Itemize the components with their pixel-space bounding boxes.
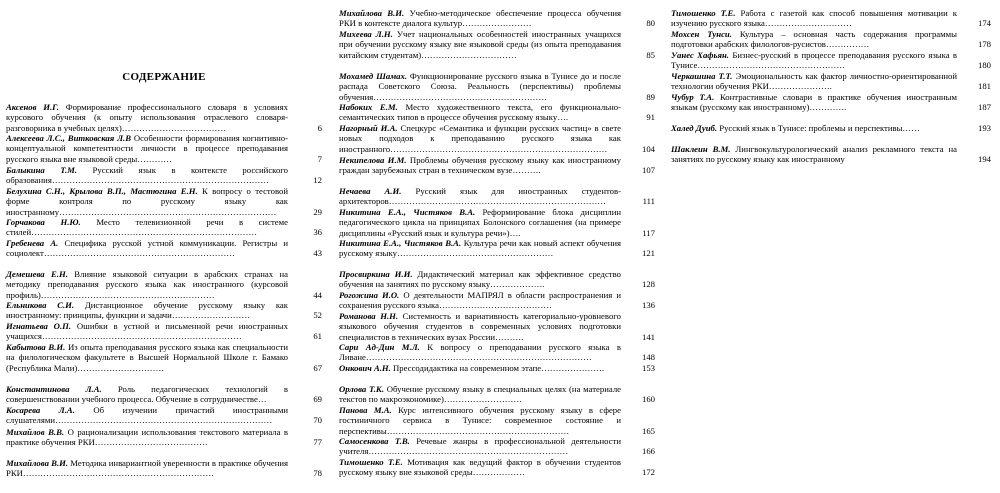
toc-entry <box>6 133 322 164</box>
toc-entry <box>6 300 322 321</box>
toc-entry-body <box>339 311 655 342</box>
toc-entry-body <box>671 123 991 133</box>
toc-entry-author: Никитина Е.А., Чистяков В.А. <box>339 207 476 217</box>
toc-entry-title: Место телевизионной речи в системе стилей…………………………………………………………………… <box>6 217 288 238</box>
toc-entry-page-number: 153 <box>641 363 655 373</box>
toc-entry-body <box>6 102 322 133</box>
toc-entry-body <box>671 92 991 113</box>
toc-entry-author: Михайлова В.И. <box>339 8 405 18</box>
toc-entry-title: О деятельности МАПРЯЛ в области распространения и сохранения русского языка………………………………… <box>339 290 621 311</box>
toc-entry-body <box>671 50 991 71</box>
toc-entry-title: Об изучении причастий иностранными слушателями………………………………………………………………… <box>6 405 289 426</box>
toc-entry-author: Нечаева А.И. <box>339 186 402 196</box>
toc-entry-author: Просвиркина И.И. <box>339 269 413 279</box>
toc-entry-body <box>339 29 655 60</box>
toc-entry-page-number: 194 <box>977 154 991 165</box>
toc-entry <box>6 458 322 479</box>
toc-entry-body <box>339 102 655 123</box>
toc-entry-author: Никитина Е.А., Чистяков В.А. <box>339 238 462 248</box>
toc-entry <box>6 384 322 405</box>
toc-entry-body <box>339 238 655 259</box>
toc-entry-author: Константинова Л.А. <box>6 384 102 394</box>
toc-entry-page-number: 181 <box>977 81 991 92</box>
toc-entry-title: Прессодидактика на современном этапе…………………. <box>393 363 605 373</box>
toc-entry-page-number: 107 <box>641 165 655 176</box>
toc-column-2 <box>339 0 655 493</box>
toc-entry-title: Роль педагогических технологий в совершенствовании учебного процесса. Обучение в сотрудничестве… <box>6 384 289 405</box>
page-title: СОДЕРЖАНИЕ <box>122 71 206 83</box>
toc-entry-author: Сари Ад-Дин М.Л. <box>339 342 420 352</box>
toc-entry-author: Халед Дуиб. <box>671 123 718 133</box>
toc-entry-title: Из опыта преподавания русского языка как специальности на филологическом факультете в Высшей Нормальной Школе г. Бамако (Республика Мали)………………………… <box>6 342 289 373</box>
toc-entry <box>339 207 655 238</box>
toc-entry-page-number: 69 <box>313 394 322 405</box>
toc-entry-page-number: 174 <box>977 18 991 29</box>
toc-entry-body <box>6 300 322 321</box>
toc-entry-author: Белухина С.Н., Крылова В.П., Мастюгина Е.Н. <box>6 186 198 196</box>
toc-entry-title: Учет национальных особенностей иностранных учащихся при обучении русскому языку вне языковой среды (из опыта преподавания китайским студентам)…………………………… <box>339 29 621 60</box>
toc-entry-page-number: 85 <box>646 49 655 60</box>
toc-entry <box>339 363 655 373</box>
toc-entry-title: Влияние языковой ситуации в арабских странах на методику преподавания русского языка как иностранного (курсовой профиль)…………………………………………………… <box>6 269 289 300</box>
toc-entry-body <box>339 290 655 311</box>
toc-entry <box>671 71 991 92</box>
toc-entry-title: Мотивация как ведущий фактор в обучении студентов русскому языку вне языковой среды……………… <box>339 457 621 478</box>
toc-entry <box>339 436 655 457</box>
toc-entry-author: Рогожина И.О. <box>339 290 400 300</box>
toc-entry-page-number: 29 <box>313 206 322 217</box>
toc-entry-body <box>339 207 655 238</box>
toc-entry-body <box>339 71 655 102</box>
toc-entry-page-number: 43 <box>313 248 322 259</box>
toc-entry-title: Проблемы обучения русскому языку как иностранному граждан зарубежных стран в техническом вузе………. <box>339 155 621 176</box>
toc-entry <box>671 29 991 50</box>
toc-entry-page-number: 36 <box>313 227 322 238</box>
toc-entry-body <box>339 342 655 363</box>
toc-entry-page-number: 121 <box>641 248 655 259</box>
toc-entry-page-number: 6 <box>317 122 322 133</box>
toc-entry-title: Место художественного текста, его функционально-семантических типов в процессе обучения русскому языку…. <box>339 102 622 123</box>
toc-entry-author: Уанес Хафьян. <box>671 50 729 60</box>
toc-entry-page-number: 187 <box>977 102 991 113</box>
toc-entry-author: Мохамед Шамах. <box>339 71 408 81</box>
toc-entry-title: Формирование профессионального словаря в условиях курсового обучения (к опыту использования отраслевого словаря-разговорника в учебных целях)……………………………… <box>6 102 288 133</box>
toc-entry-page-number: 117 <box>642 227 655 238</box>
toc-entry-body <box>6 269 322 300</box>
toc-entry-title: Реформирование блока дисциплин педагогического цикла на принципах Болонского соглашения (на примере дисциплины «Русский язык и культура речи»)…. <box>339 207 622 238</box>
toc-entry <box>6 269 322 300</box>
toc-entry-author: Тимошенко Т.Е. <box>671 8 736 18</box>
toc-entry-author: Косарева Л.А. <box>6 405 75 415</box>
toc-entry-page-number: 180 <box>977 60 991 71</box>
toc-entry <box>6 217 322 238</box>
toc-entry-page-number: 67 <box>313 362 322 373</box>
toc-entry-author: Игнатьева О.П. <box>6 321 72 331</box>
toc-entry <box>339 8 655 29</box>
toc-entry-page-number: 148 <box>641 352 655 363</box>
toc-entry-title: Специфика русской устной коммуникации. Регистры и социолект………………………………………………………… <box>6 238 289 259</box>
toc-entry-title: Дистанционное обучение русскому языку как иностранному: принципы, функции и задачи……………………… <box>6 300 289 321</box>
toc-entry-title: Контрастивные словари в практике обучения иностранным языкам (русскому как иностранному)…………. <box>671 92 958 113</box>
toc-entry-title: Лингвокультурологический анализ рекламного текста на занятиях по русскому языку как иностранному <box>671 144 957 165</box>
toc-entry-author: Гребенева А. <box>6 238 59 248</box>
toc-entry-page-number: 61 <box>313 331 322 342</box>
toc-entry-page-number: 172 <box>641 467 655 478</box>
toc-entry-title: Курс интенсивного обучения русскому языку в сфере гостиничного сервиса в Тунисе: современное состояние и перспективы……………………………………………………… <box>339 405 622 436</box>
toc-entry <box>339 384 655 405</box>
toc-entry-page-number: 52 <box>313 310 322 321</box>
toc-entry-author: Онкович А.Н. <box>339 363 391 373</box>
toc-entry-body <box>339 269 655 290</box>
toc-entry <box>671 50 991 71</box>
toc-entry-title: Бизнес-русский в процессе преподавания русского языка в Тунисе…………………………………………… <box>671 50 958 71</box>
toc-entry-author: Чубур Т.А. <box>671 92 715 102</box>
toc-entry-author: Михайлова В.И. <box>6 458 69 468</box>
toc-entry-body <box>671 29 991 50</box>
toc-entry-page-number: 111 <box>642 196 655 207</box>
toc-entry-author: Балыкина Т.М. <box>6 165 78 175</box>
toc-entry-body <box>339 186 655 207</box>
toc-entry-author: Некипелова И.М. <box>339 155 407 165</box>
toc-entry-page-number: 44 <box>313 289 322 300</box>
toc-entry <box>671 92 991 113</box>
toc-entry <box>339 342 655 363</box>
toc-entry <box>339 269 655 290</box>
toc-entry-page-number: 7 <box>317 153 322 164</box>
toc-entry-body <box>339 384 655 405</box>
toc-entry-body <box>339 405 655 436</box>
toc-entry-title: Культура речи как новый аспект обучения русскому языку……………………………………………… <box>339 238 621 259</box>
toc-entry-page-number: 104 <box>641 143 655 154</box>
toc-entry <box>339 290 655 311</box>
toc-entry-title: Методика инвариантной уверенности в практике обучения РКИ………………………………………………………… <box>6 458 289 479</box>
toc-entry-body <box>671 71 991 92</box>
toc-entry <box>6 321 322 342</box>
toc-entry <box>339 186 655 207</box>
toc-entry <box>339 71 655 102</box>
toc-entry-body <box>6 342 322 373</box>
toc-entry-title: Системность и вариативность категориально-уровневого языкового обучения студентов в современных условиях подготовки специалистов в технических вузах России………. <box>339 311 621 342</box>
toc-entry-title: К вопросу о тестовой форме контроля по русскому языку как иностранному………………………………………………………………… <box>6 186 288 217</box>
toc-entry-author: Нагорный И.А. <box>339 123 398 133</box>
toc-entry-title: Речевые жанры в профессиональной деятельности учителя…………………………………………………………… <box>339 436 621 457</box>
toc-entry <box>339 238 655 259</box>
toc-entry <box>6 342 322 373</box>
toc-entry-title: Культура – основная часть содержания программы подготовки арабских филологов-русистов…………… <box>671 29 957 50</box>
toc-entry-body <box>6 186 322 217</box>
toc-column-1 <box>6 0 322 493</box>
toc-entry-body <box>6 321 322 342</box>
toc-entry-title: К вопросу о преподавании русского языка в Ливане…………………………………………………………………… <box>339 342 621 363</box>
toc-entry-title: Русский язык в контексте российского образования………………………………………………………………… <box>6 165 288 186</box>
toc-entry-title: Русский язык для иностранных студентов-архитекторов………………………………………………………………… <box>339 186 622 207</box>
toc-entry-author: Панова М.А. <box>339 405 392 415</box>
toc-entry-title: Спецкурс «Семантика и функции русских частиц» в свете новых подходов к преподаванию русского языка как иностранного………………………………………………………………… <box>339 123 622 154</box>
toc-entry-author: Алексеева Л.С., Витковская Л.В <box>6 133 132 143</box>
toc-entry <box>339 155 655 176</box>
toc-entry-page-number: 77 <box>313 437 322 448</box>
toc-entry <box>339 405 655 436</box>
toc-entry-title: Обучение русскому языку в специальных целях (на материале текстов по макроэкономике)……………………… <box>339 384 622 405</box>
toc-entry-page-number: 89 <box>646 91 655 102</box>
toc-entry-page-number: 91 <box>646 112 655 123</box>
toc-entry <box>6 238 322 259</box>
toc-entry-page-number: 128 <box>641 279 655 290</box>
toc-entry <box>671 8 991 29</box>
toc-entry-page-number: 165 <box>641 425 655 436</box>
toc-entry <box>339 311 655 342</box>
toc-entry-body <box>6 165 322 186</box>
toc-entry-author: Демешева Е.Н. <box>6 269 68 279</box>
toc-entry <box>671 123 991 133</box>
toc-entry-body <box>6 384 322 405</box>
toc-entry-author: Черкашина Т.Т. <box>671 71 733 81</box>
toc-entry-page-number: 78 <box>313 468 322 479</box>
toc-entry <box>339 457 655 478</box>
toc-entry-author: Михеева Л.Н. <box>339 29 393 39</box>
toc-entry-author: Кабытова В.И. <box>6 342 66 352</box>
toc-entry-author: Шаклеин В.М. <box>671 144 731 154</box>
toc-entry-body <box>6 458 322 479</box>
toc-entry <box>6 427 322 448</box>
toc-entry-title: Работа с газетой как способ повышения мотивации к изучению русского языка………………………… <box>671 8 957 29</box>
toc-entry <box>339 123 655 154</box>
toc-entry <box>6 405 322 426</box>
toc-entry <box>671 144 991 165</box>
toc-entry <box>6 186 322 217</box>
toc-entry-body <box>6 427 322 448</box>
toc-entry-title: О рационализации использования текстового материала в практике обучения РКИ………………………………… <box>6 427 289 448</box>
toc-entry-title: Ошибки в устной и письменной речи иностранных учащихся…………………………………………………………… <box>6 321 288 342</box>
toc-entry-page-number: 160 <box>641 394 655 405</box>
toc-entry-author: Аксенов И.Г. <box>6 102 59 112</box>
toc-entry <box>339 29 655 60</box>
toc-entry-body <box>339 457 655 478</box>
toc-entry-author: Ельникова С.И. <box>6 300 75 310</box>
toc-column-3 <box>671 0 991 493</box>
toc-entry-page-number: 141 <box>641 331 655 342</box>
toc-entry-title: Дидактический материал как эффективное средство обучения на занятиях по русскому языку………………. <box>339 269 621 290</box>
toc-entry-author: Мохсен Тунси. <box>671 29 732 39</box>
toc-entry-author: Самосенкова Т.В. <box>339 436 410 446</box>
toc-entry-body <box>339 363 655 373</box>
toc-entry-title: Учебно-методическое обеспечение процесса обучения РКИ в контексте диалога культур…………………… <box>339 8 621 29</box>
toc-entry-page-number: 70 <box>313 415 322 426</box>
toc-entry-body <box>6 217 322 238</box>
toc-entry-author: Набоких Е.М. <box>339 102 398 112</box>
toc-entry-page-number: 80 <box>646 18 655 29</box>
toc-entry <box>6 102 322 133</box>
toc-entry-page-number: 12 <box>313 175 322 186</box>
toc-entry-title: Особенности формирования когнитивно-концептуальной компетентности личности в процессе преподавания русского языка вне языковой среды………… <box>6 133 289 164</box>
toc-entry-author: Горчакова Н.Ю. <box>6 217 81 227</box>
toc-entry-body <box>339 123 655 154</box>
toc-entry-title: Функционирование русского языка в Тунисе до и после распада Советского Союза. Реальность (перспективы) проблемы обучения…………………………………………………… <box>339 71 622 102</box>
toc-entry-body <box>6 133 322 164</box>
toc-entry-title: Русский язык в Тунисе: проблемы и перспективы…… <box>719 123 920 133</box>
toc-entry-author: Тимошенко Т.Е. <box>339 457 403 467</box>
toc-entry-page-number: 193 <box>977 123 991 133</box>
toc-entry <box>6 165 322 186</box>
toc-entry <box>339 102 655 123</box>
toc-entry-page-number: 178 <box>977 39 991 50</box>
toc-entry-body <box>6 238 322 259</box>
toc-entry-body <box>671 144 991 165</box>
toc-entry-author: Романова Н.Н. <box>339 311 399 321</box>
toc-entry-page-number: 136 <box>641 300 655 311</box>
toc-entry-body <box>339 155 655 176</box>
toc-entry-body <box>6 405 322 426</box>
toc-entry-body <box>671 8 991 29</box>
toc-entry-author: Михайлов В.В. <box>6 427 65 437</box>
toc-entry-page-number: 166 <box>641 446 655 457</box>
toc-entry-author: Орлова Т.К. <box>339 384 384 394</box>
toc-entry-body <box>339 436 655 457</box>
toc-entry-title: Эмоциональность как фактор личностно-ориентированной технологии обучения РКИ…………………. <box>671 71 958 92</box>
toc-entry-body <box>339 8 655 29</box>
